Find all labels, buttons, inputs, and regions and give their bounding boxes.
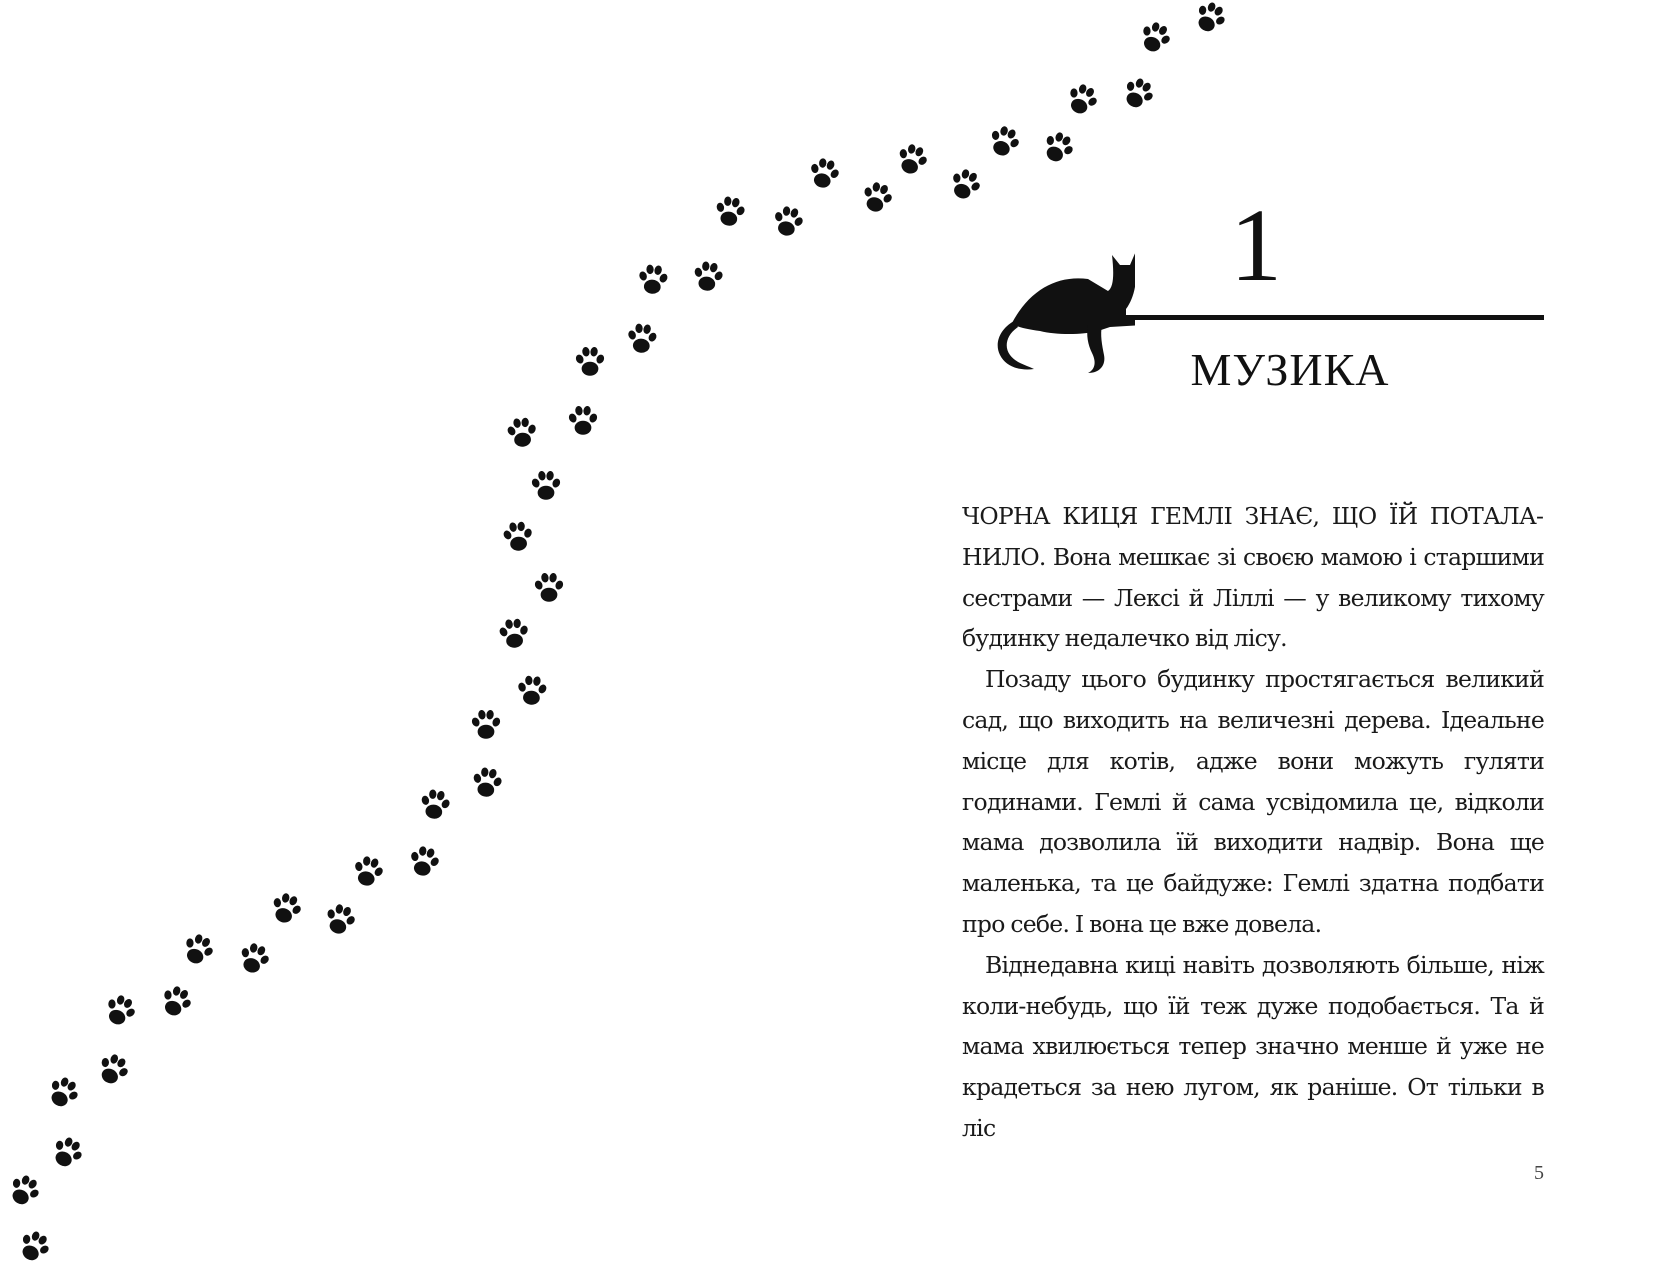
paw-print-icon: [1190, 0, 1231, 38]
paw-print-icon: [984, 122, 1024, 161]
paw-print-icon: [4, 1170, 45, 1211]
paw-print-icon: [574, 347, 605, 376]
chapter-title: МУЗИКА: [1190, 344, 1390, 395]
paragraph-3: Віднедавна киці навіть дозволяють більше, ніж коли-небудь, що їй теж дуже подобається. Та й мама хвилюється тепер значно менше й уже не крадеться за нею лугом, як раніше. От тільки в ліс: [962, 950, 1544, 1142]
paw-print-icon: [1118, 73, 1159, 114]
paw-print-icon: [1038, 127, 1079, 167]
paw-print-icon: [505, 416, 538, 448]
chapter-rule: [1120, 315, 1544, 320]
chapter-number: 1: [1230, 188, 1282, 303]
paw-print-icon: [156, 981, 196, 1021]
paw-print-icon: [1062, 79, 1102, 119]
page-number: 5: [1534, 1162, 1544, 1184]
paw-print-icon: [417, 787, 453, 821]
paw-print-icon: [267, 889, 306, 927]
paw-print-icon: [100, 990, 140, 1030]
paragraph-2: Позаду цього будинку простягається великий сад, що виходить на величезні дерева. Ідеальне місце для котів, адже вони можуть гуляти годинами. Гемлі й сама усвідомила це, відколи мама дозволила їй виходити надвір. Вона ще маленька, та це байдуже: Гемлі здатна подбати про себе. І вона це вже довела.: [962, 665, 1544, 938]
paw-print-icon: [235, 939, 274, 977]
paw-print-icon: [321, 901, 360, 938]
paw-print-icon: [497, 617, 530, 649]
paw-print-icon: [533, 573, 564, 602]
chapter-body: [962, 496, 1544, 1149]
paw-print-icon: [893, 140, 932, 178]
paw-print-icon: [770, 203, 807, 239]
paw-print-icon: [47, 1132, 88, 1173]
paw-print-icon: [515, 674, 548, 706]
paw-print-icon: [690, 259, 726, 293]
paw-print-icon: [625, 322, 659, 354]
paw-print-icon: [43, 1072, 84, 1113]
paw-print-icon: [349, 853, 387, 889]
paw-print-icon: [469, 765, 505, 799]
paw-print-icon: [530, 471, 561, 500]
paw-print-icon: [805, 155, 843, 191]
paw-print-icon: [405, 843, 443, 879]
paw-print-icon: [178, 929, 218, 969]
paw-print-icon: [14, 1226, 55, 1267]
paw-print-icon: [1135, 17, 1175, 57]
paw-print-icon: [858, 179, 897, 216]
paw-print-icon: [567, 406, 598, 435]
paw-print-icon: [470, 710, 501, 739]
paragraph-1: ЧОРНА КИЦЯ ГЕМЛІ ЗНАЄ, ЩО ЇЙ ПОТАЛАНИЛО. Вона мешкає зі своєю мамою і старшими сестрами — Лексі й Ліллі — у великому тихому будинку недалечко від лісу.: [962, 502, 1544, 653]
paw-print-icon: [712, 194, 748, 228]
paw-print-icon: [501, 520, 534, 552]
paw-print-icon: [93, 1049, 134, 1089]
cat-silhouette-icon: [950, 245, 1135, 375]
paw-print-icon: [945, 165, 985, 204]
paw-print-icon: [636, 263, 670, 295]
